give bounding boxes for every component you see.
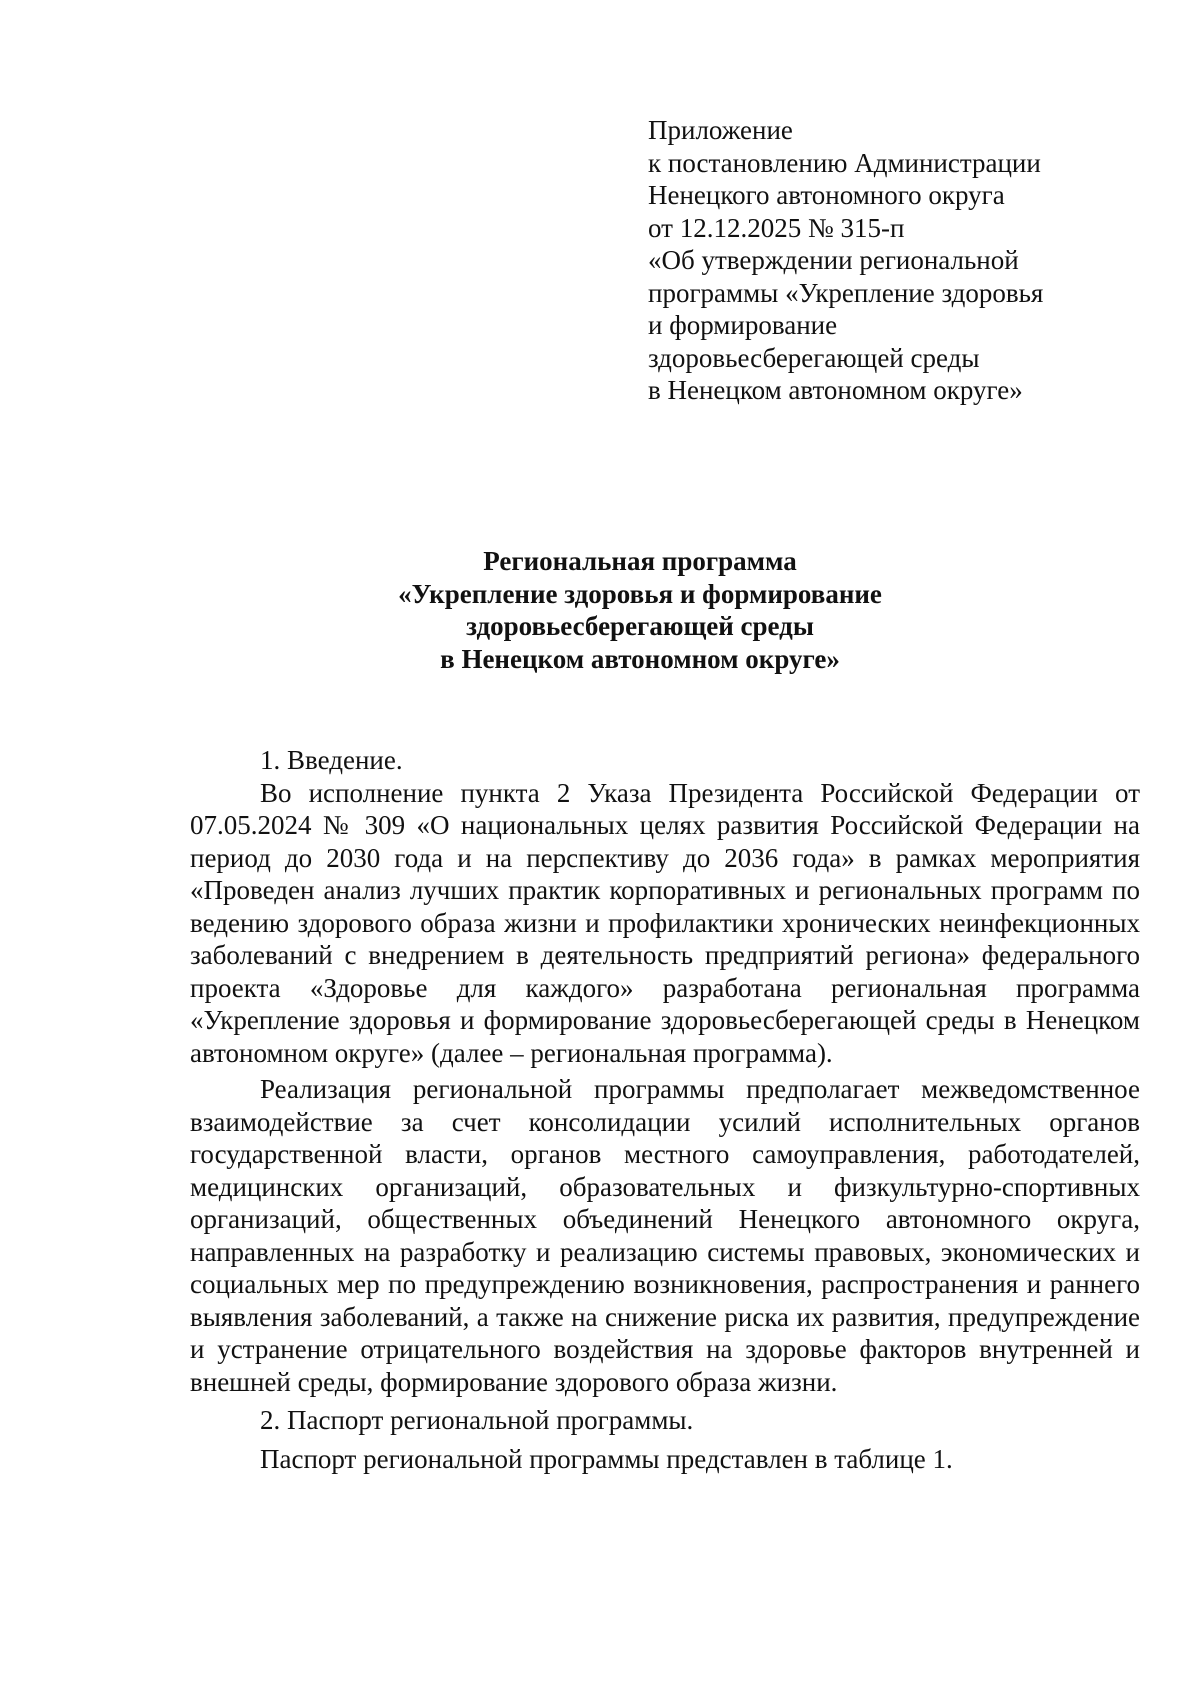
appendix-line: к постановлению Администрации <box>648 147 1041 178</box>
appendix-line: в Ненецком автономном округе» <box>648 375 1023 405</box>
passport-paragraph: Паспорт региональной программы представлен в таблице 1. <box>260 1443 953 1474</box>
title-line: здоровьесберегающей среды <box>466 611 814 641</box>
appendix-line: от 12.12.2025 № 315-п <box>648 212 905 243</box>
appendix-line: программы «Укрепление здоровья <box>648 277 1044 308</box>
document-body <box>190 744 1140 1475</box>
section-heading-introduction: 1. Введение. <box>260 745 403 775</box>
appendix-line: «Об утверждении региональной <box>648 245 1019 275</box>
appendix-line: и формирование <box>648 310 838 340</box>
introduction-paragraph: Во исполнение пункта 2 Указа Президента Российской Федерации от 07.05.2024 № 309 «О национальных целях развития Российской Федерации на период до 2030 года и на перспективу до 2036 года» в рамках мероприятия «Проведен анализ лучших практик корпоративных и региональных программ по ведению здорового образа жизни и профилактики хронических неинфекционных заболеваний с внедрением в деятельность предприятий региона» федерального проекта «Здоровье для каждого» разработана региональная программа «Укрепление здоровья и формирование здоровьесберегающей среды в Ненецком автономном округе» (далее – региональная программа). <box>190 777 1140 1068</box>
document-title <box>190 545 1090 675</box>
implementation-paragraph: Реализация региональной программы предполагает межведомственное взаимодействие за счет консолидации усилий исполнительных органов государственной власти, органов местного самоуправления, работодателей, медицинских организаций, образовательных и физкультурно-спортивных организаций, общественных объединений Ненецкого автономного округа, направленных на разработку и реализацию системы правовых, экономических и социальных мер по предупреждению возникновения, распространения и раннего выявления заболеваний, а также на снижение риска их развития, предупреждение и устранение отрицательного воздействия на здоровье факторов внутренней и внешней среды, формирование здорового образа жизни. <box>190 1074 1140 1397</box>
title-line: в Ненецком автономном округе» <box>440 643 840 674</box>
appendix-line: здоровьесберегающей среды <box>648 342 980 373</box>
appendix-line: Приложение <box>648 115 793 145</box>
title-line: Региональная программа <box>483 546 797 576</box>
appendix-header <box>648 114 1168 407</box>
appendix-line: Ненецкого автономного округа <box>648 180 1005 210</box>
title-line: «Укрепление здоровья и формирование <box>398 578 882 609</box>
section-heading-passport: 2. Паспорт региональной программы. <box>260 1405 694 1435</box>
